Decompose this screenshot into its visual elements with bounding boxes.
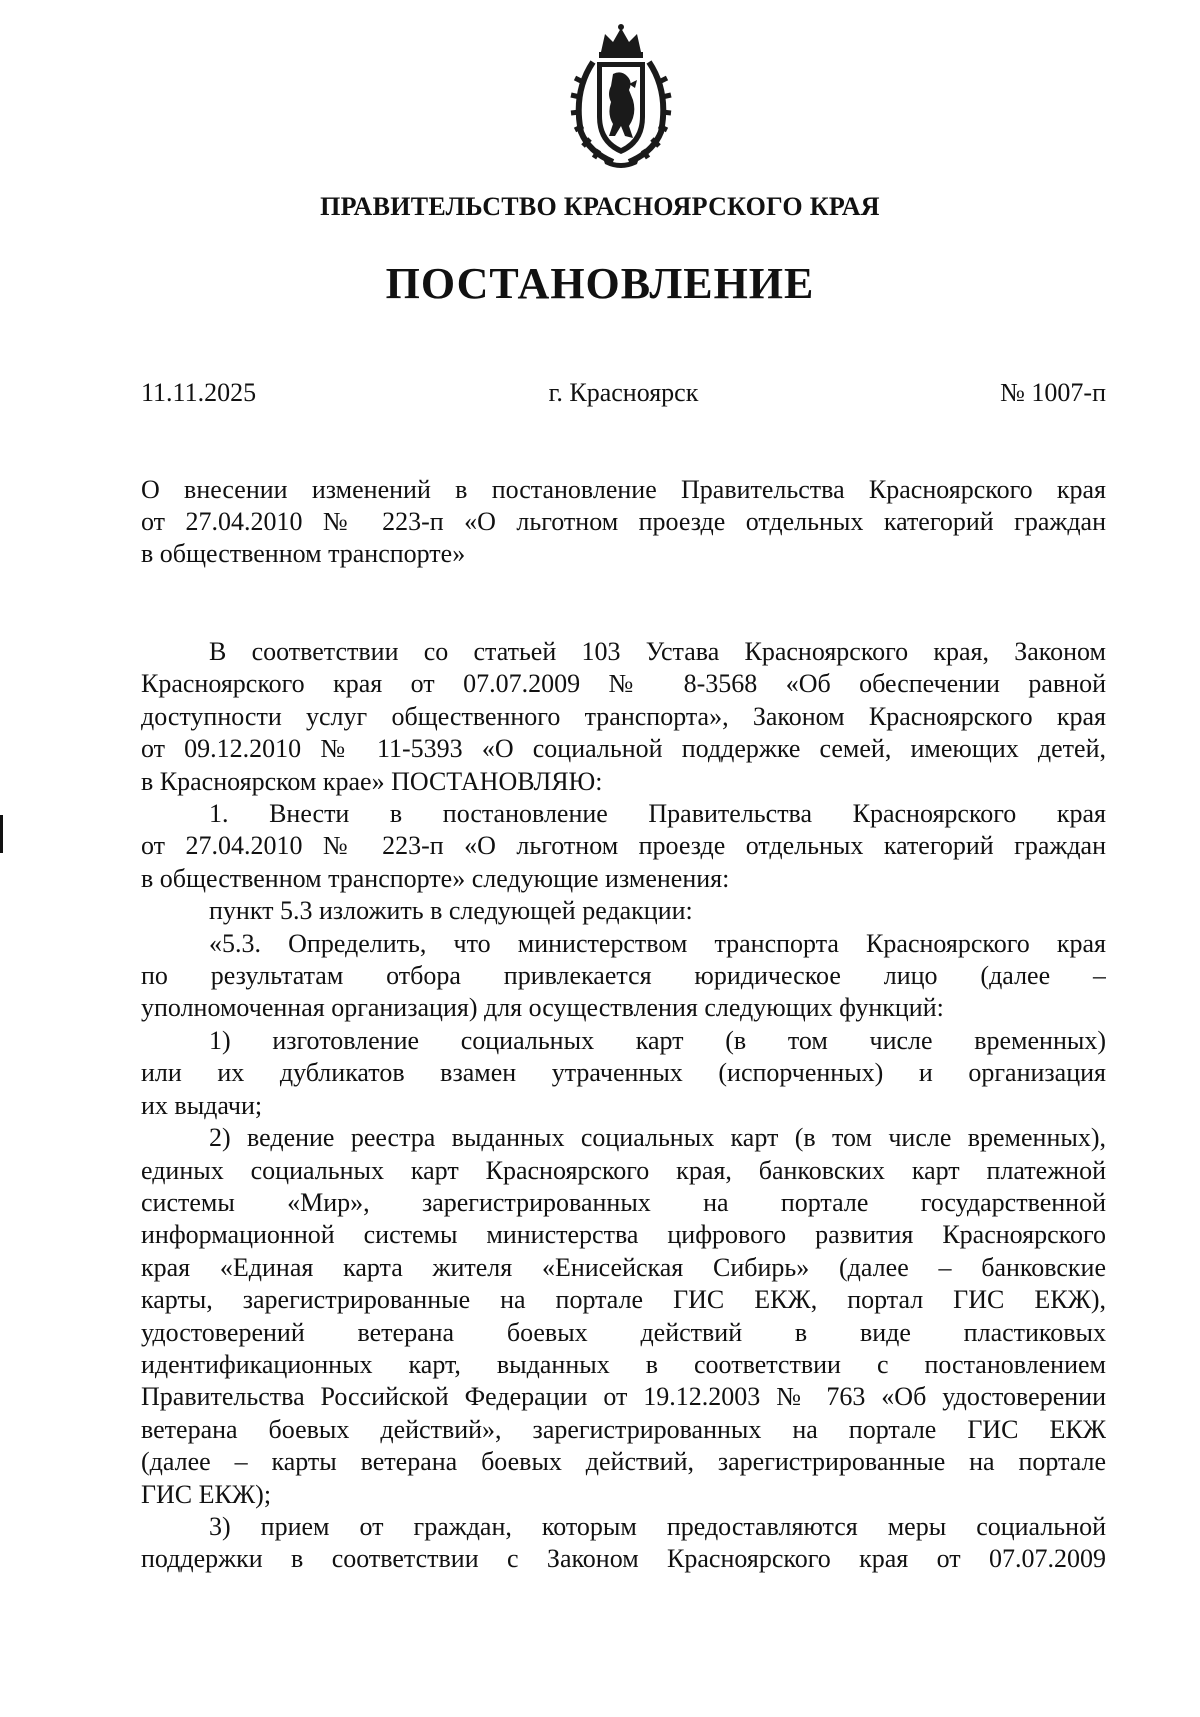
body-line: пункт 5.3 изложить в следующей редакции: [209,896,693,926]
body-line: по результатам отбора привлекается юридическое лицо (далее – [141,961,1106,991]
scan-margin-mark [0,815,3,853]
body-line: ГИС ЕКЖ); [141,1479,272,1509]
subject-line: в общественном транспорте» [141,539,466,568]
document-type-title: ПОСТАНОВЛЕНИЕ [385,259,815,308]
subject-line: от 27.04.2010 № 223-п «О льготном проезде отдельных категорий граждан [141,507,1106,536]
body-line: информационной системы министерства цифрового развития Красноярского [141,1220,1106,1250]
coat-of-arms-icon [563,22,679,172]
body-line: ветерана боевых действий», зарегистрированных на портале ГИС ЕКЖ [141,1414,1106,1444]
body-line: идентификационных карт, выданных в соответствии с постановлением [141,1349,1106,1379]
body-line: края «Единая карта жителя «Енисейская Сибирь» (далее – банковские [141,1252,1106,1282]
document-meta-row [141,378,1106,412]
body-line: в общественном транспорте» следующие изменения: [141,863,730,893]
body-line: уполномоченная организация) для осуществления следующих функций: [141,993,944,1023]
body-line: (далее – карты ветерана боевых действий, зарегистрированные на портале [141,1447,1106,1477]
document-body [141,636,1106,1576]
body-line: или их дубликатов взамен утраченных (испорченных) и организация [141,1058,1106,1088]
body-line: В соответствии со статьей 103 Устава Красноярского края, Законом [209,637,1106,666]
body-line: 1) изготовление социальных карт (в том числе временных) [209,1025,1106,1055]
organization-name: ПРАВИТЕЛЬСТВО КРАСНОЯРСКОГО КРАЯ [320,192,880,221]
body-line: от 27.04.2010 № 223-п «О льготном проезде отдельных категорий граждан [141,831,1106,861]
body-line: в Красноярском крае» ПОСТАНОВЛЯЮ: [141,766,603,796]
body-line: доступности услуг общественного транспорта», Законом Красноярского края [141,701,1106,731]
document-city: г. Красноярск [548,378,699,407]
body-line: поддержки в соответствии с Законом Красноярского края от 07.07.2009 [141,1544,1106,1574]
body-line: единых социальных карт Красноярского края, банковских карт платежной [141,1155,1106,1185]
body-line: 1. Внести в постановление Правительства Красноярского края [209,799,1106,829]
body-line: системы «Мир», зарегистрированных на портале государственной [141,1187,1106,1217]
document-number: № 1007-п [1000,378,1106,407]
body-line: удостоверений ветерана боевых действий в виде пластиковых [141,1317,1106,1347]
body-line: Правительства Российской Федерации от 19.12.2003 № 763 «Об удостоверении [141,1382,1106,1412]
body-line: Красноярского края от 07.07.2009 № 8-3568 «Об обеспечении равной [141,669,1106,699]
body-line: 3) прием от граждан, которым предоставляются меры социальной [209,1511,1106,1541]
body-line: от 09.12.2010 № 11-5393 «О социальной поддержке семей, имеющих детей, [141,734,1106,764]
body-line: 2) ведение реестра выданных социальных карт (в том числе временных), [209,1123,1106,1153]
body-line: карты, зарегистрированные на портале ГИС ЕКЖ, портал ГИС ЕКЖ), [141,1285,1106,1315]
subject-line: О внесении изменений в постановление Правительства Красноярского края [141,475,1106,504]
document-date: 11.11.2025 [141,378,257,407]
body-line: «5.3. Определить, что министерством транспорта Красноярского края [209,928,1106,958]
body-line: их выдачи; [141,1090,263,1120]
document-subject [141,474,1106,570]
